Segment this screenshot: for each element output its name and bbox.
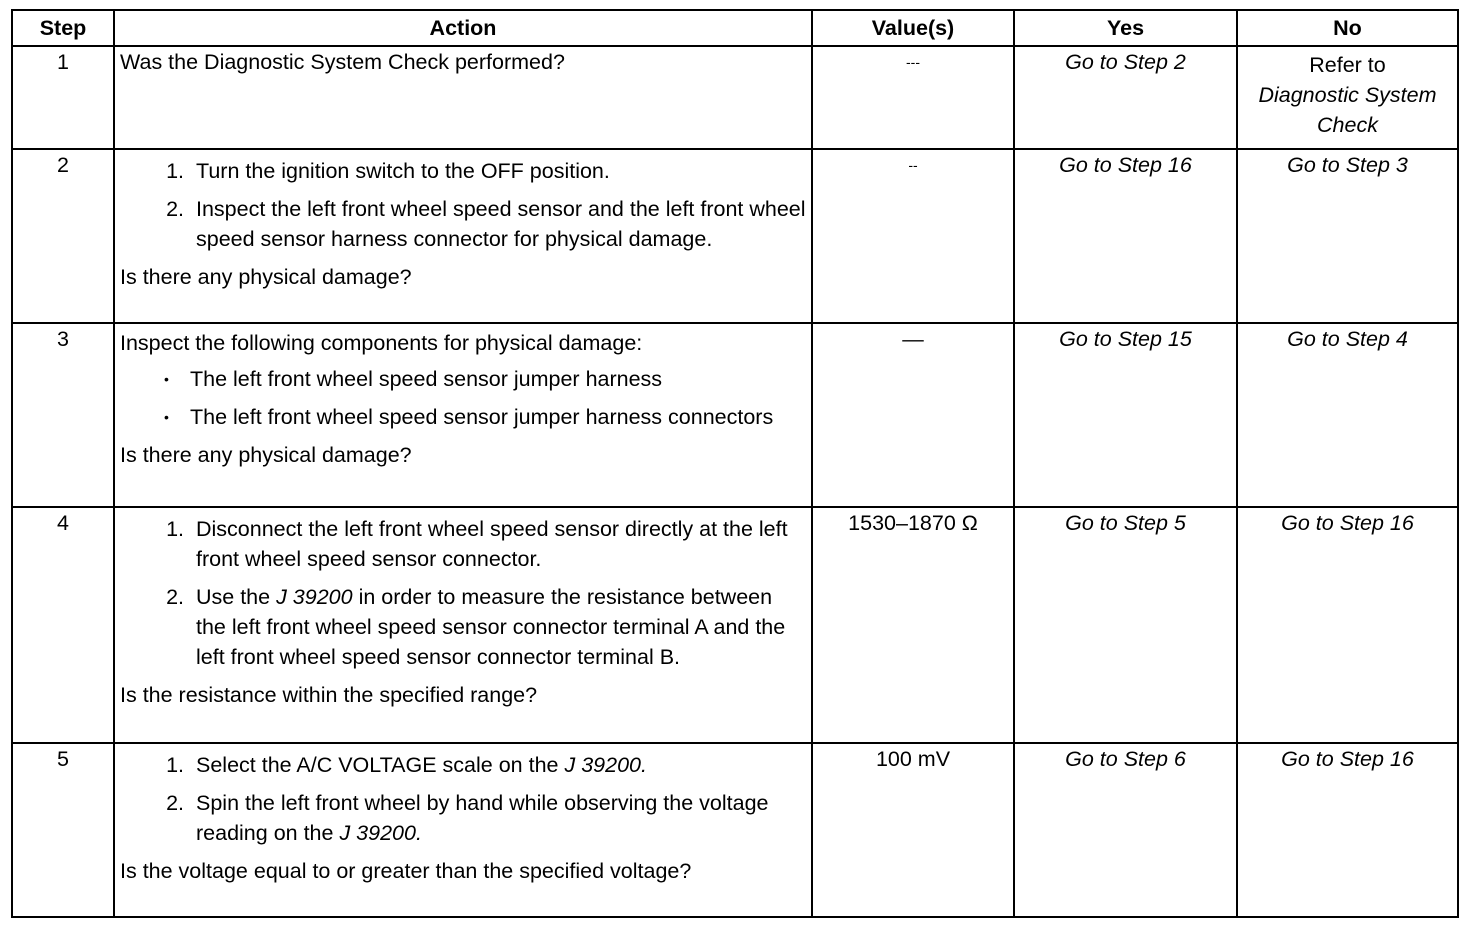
- no-cell: Go to Step 3: [1237, 149, 1458, 323]
- no-prefix: Refer to: [1309, 53, 1386, 77]
- action-intro: Inspect the following components for physical damage:: [120, 331, 643, 355]
- step-text: Select the A/C VOLTAGE scale on the: [196, 753, 565, 777]
- no-cell: Go to Step 16: [1237, 507, 1458, 743]
- table-row: [12, 46, 1458, 149]
- step-number: 3: [12, 323, 114, 507]
- action-question: Is the resistance within the specified range?: [120, 683, 538, 707]
- yes-cell: Go to Step 16: [1014, 149, 1237, 323]
- value-cell: 100 mV: [812, 743, 1014, 917]
- no-cell: [1237, 46, 1458, 149]
- action-cell: [114, 323, 812, 507]
- yes-cell: Go to Step 5: [1014, 507, 1237, 743]
- action-step-item: [190, 750, 806, 780]
- header-step: Step: [12, 10, 114, 46]
- table-row: [12, 323, 1458, 507]
- yes-cell: Go to Step 15: [1014, 323, 1237, 507]
- step-number: 4: [12, 507, 114, 743]
- step-number: 2: [12, 149, 114, 323]
- step-text: in order to measure the resistance between the left front wheel speed sensor connector terminal A and the left front wheel speed sensor connector terminal B.: [196, 585, 786, 669]
- no-reference: Diagnostic System Check: [1258, 83, 1437, 137]
- step-number: 1: [12, 46, 114, 149]
- step-text: Use the: [196, 585, 277, 609]
- action-cell: [114, 46, 812, 149]
- step-text: Spin the left front wheel by hand while observing the voltage reading on the: [196, 791, 769, 845]
- component-item: • The left front wheel speed sensor jumper harness connectors: [190, 402, 806, 432]
- header-yes: Yes: [1014, 10, 1237, 46]
- header-no: No: [1237, 10, 1458, 46]
- no-cell: Go to Step 16: [1237, 743, 1458, 917]
- diagnostic-table: [11, 9, 1459, 918]
- action-cell: [114, 149, 812, 323]
- action-steps: [120, 750, 806, 848]
- value-cell: 1530–1870 Ω: [812, 507, 1014, 743]
- action-cell: [114, 743, 812, 917]
- step-number: 5: [12, 743, 114, 917]
- action-question: Is there any physical damage?: [120, 443, 412, 467]
- action-cell: [114, 507, 812, 743]
- component-item: • The left front wheel speed sensor jumper harness: [190, 364, 806, 394]
- header-row: [12, 10, 1458, 46]
- action-step-item: [190, 582, 806, 672]
- action-step-item: [190, 788, 806, 848]
- no-cell: Go to Step 4: [1237, 323, 1458, 507]
- tool-reference: J 39200.: [339, 821, 422, 845]
- table-row: [12, 149, 1458, 323]
- action-question: Is there any physical damage?: [120, 265, 412, 289]
- value-cell: --: [812, 149, 1014, 323]
- component-list: [120, 364, 806, 432]
- action-question: Was the Diagnostic System Check performed?: [120, 50, 565, 74]
- tool-reference: J 39200.: [564, 753, 647, 777]
- value-cell: —: [812, 323, 1014, 507]
- table-row: [12, 743, 1458, 917]
- header-values: Value(s): [812, 10, 1014, 46]
- value-cell: ---: [812, 46, 1014, 149]
- table-row: [12, 507, 1458, 743]
- yes-cell: Go to Step 2: [1014, 46, 1237, 149]
- tool-reference: J 39200: [276, 585, 353, 609]
- action-step-item: 1. Turn the ignition switch to the OFF position.: [190, 156, 806, 186]
- action-step-item: 1. Disconnect the left front wheel speed sensor directly at the left front wheel speed sensor connector.: [190, 514, 806, 574]
- action-steps: [120, 514, 806, 672]
- yes-cell: Go to Step 6: [1014, 743, 1237, 917]
- action-steps: [120, 156, 806, 254]
- action-question: Is the voltage equal to or greater than the specified voltage?: [120, 859, 692, 883]
- header-action: Action: [114, 10, 812, 46]
- action-step-item: 2. Inspect the left front wheel speed sensor and the left front wheel speed sensor harness connector for physical damage.: [190, 194, 806, 254]
